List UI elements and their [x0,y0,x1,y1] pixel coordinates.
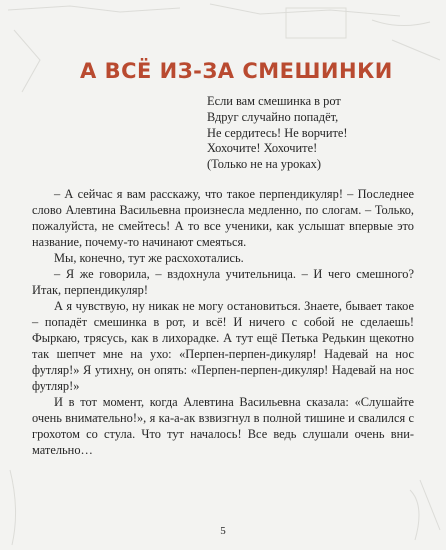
paragraph: А я чувствую, ну никак не могу остановиться. Знаете, бывает такое – попадёт смешинка в рот, и всё! И ничего с собой не сделаешь! Фыркаю, трясусь, как в лихорадке. А тут ещё Петька Редькин щекотно так шепчет мне на ухо: «Перпен-перпен-дикуляр! Надевай на нос футляр!» Я утихну, он опять: «Перпен-перпен-дикуляр! Надевай на нос футляр!» [32,299,414,393]
epigraph-line: Не сердитесь! Не ворчите! [207,125,348,140]
paragraph: – Я же говорила, – вздохнула учительница. – И чего смешного? Итак, перпендикуляр! [32,267,414,297]
epigraph-line: (Только не на уроках) [207,157,322,172]
chapter-body [32,186,414,458]
page-number: 5 [220,525,226,537]
paragraph: Мы, конечно, тут же расхохотались. [54,251,244,265]
paragraph: И в тот момент, когда Алевтина Васильевна сказала: «Слушайте очень внимательно!», я ка-а-ак взвизгнул в полной тишине и свалился с грохотом со стула. Что тут началось! Все ведь слушали очень внимательно… [32,395,414,457]
chapter-title: А ВСЁ ИЗ-ЗА СМЕШИНКИ [80,59,393,83]
epigraph-line: Вдруг случайно попадёт, [207,109,339,124]
epigraph [207,94,417,173]
paragraph: – А сейчас я вам расскажу, что такое перпендикуляр! – Последнее слово Алевтина Васильевна произнесла медленно, по слогам. – Только, пожалуйста, не смейтесь! А то все ученики, как услышат впервые это название, почему-то начинают смеяться. [32,187,414,249]
epigraph-line: Если вам смешинка в рот [207,94,341,108]
epigraph-line: Хохочите! Хохочите! [207,141,318,156]
